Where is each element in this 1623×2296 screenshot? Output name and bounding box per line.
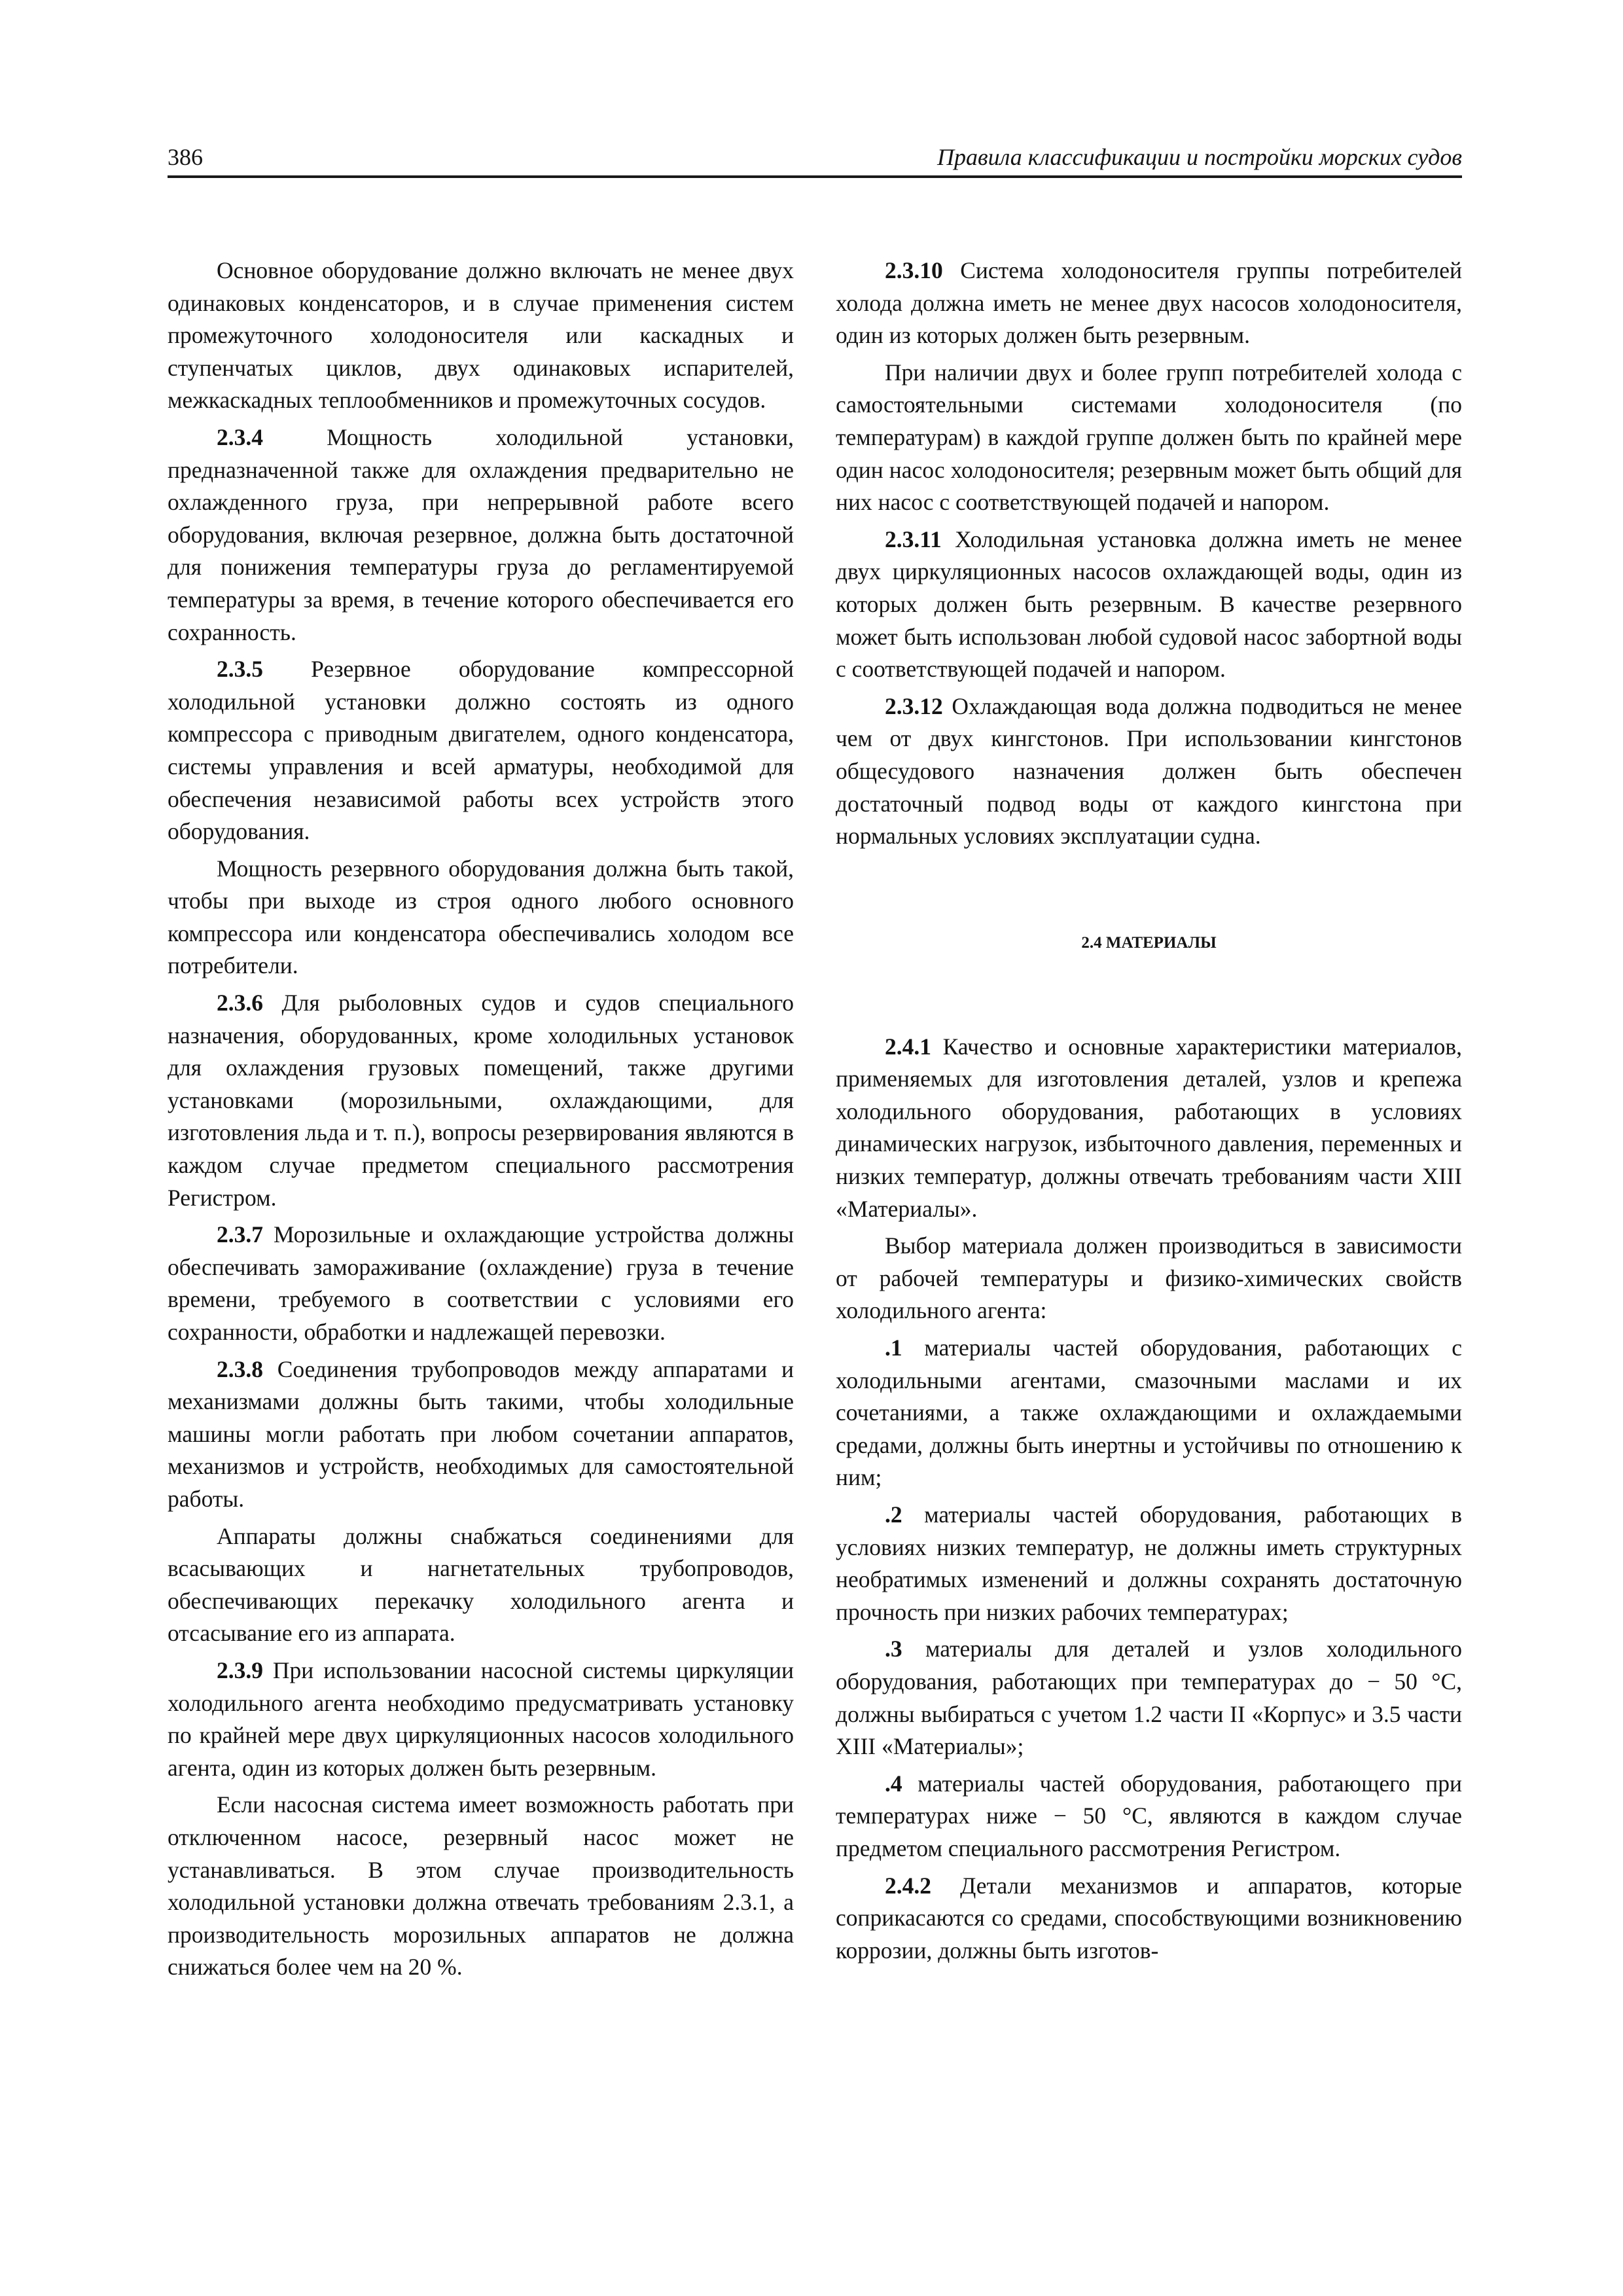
header-rule — [168, 175, 1462, 178]
list-item-1: .1 материалы частей оборудования, работающих с холодильными агентами, смазочными маслами и их сочетаниями, а также охлаждающими и охлаждаемыми средами, должны быть инертны и устойчивы по отношению к ним; — [836, 1335, 1463, 1491]
paragraph: Выбор материала должен производиться в зависимости от рабочей температуры и физико-химических свойств холодильного агента: — [836, 1232, 1462, 1324]
clause-2-3-10: 2.3.10 Система холодоносителя группы потребителей холода должна иметь не менее двух насосов холодоносителя, один из которых должен быть резервным. — [836, 257, 1463, 349]
clause-2-3-5: 2.3.5 Резервное оборудование компрессорной холодильной установки должно состоять из одного компрессора с приводным двигателем, одного конденсатора, системы управления и всей арматуры, необходимой для обеспечения независимой работы всех устройств этого оборудования. — [168, 656, 794, 845]
list-item-2: .2 материалы частей оборудования, работающих в условиях низких температур, не должны иметь структурных необратимых изменений и должны сохранять достаточную прочность при низких рабочих температурах; — [836, 1501, 1463, 1625]
paragraph: При наличии двух и более групп потребителей холода с самостоятельными системами холодоносителя (по температурам) в каждой группе должен быть по крайней мере один насос холодоносителя; резервным может быть общий для них насос с соответствующей подачей и напором. — [836, 359, 1462, 516]
clause-2-3-8: 2.3.8 Соединения трубопроводов между аппаратами и механизмами должны быть такими, чтобы холодильные машины могли работать при любом сочетании аппаратов, механизмов и устройств, необходимых для самостоятельной работы. — [168, 1355, 794, 1512]
clause-2-3-11: 2.3.11 Холодильная установка должна иметь не менее двух циркуляционных насосов охлаждающей воды, один из которых должен быть резервным. В качестве резервного может быть использован любой судовой насос забортной воды с соответствующей подачей и напором. — [836, 526, 1463, 683]
section-title: 2.4 МАТЕРИАЛЫ — [1081, 933, 1217, 952]
item-number: .1 — [885, 1335, 902, 1361]
clause-2-3-9: 2.3.9 При использовании насосной системы циркуляции холодильного агента необходимо предусматривать установку по крайней мере двух циркуляционных насосов холодильного агента, один из которых должен быть резервным. — [168, 1657, 794, 1781]
clause-number: 2.4.2 — [885, 1872, 931, 1899]
clause-2-4-2: 2.4.2 Детали механизмов и аппаратов, которые соприкасаются со средами, способствующими возникновению коррозии, должны быть изготов- — [836, 1872, 1462, 1964]
clause-number: 2.3.11 — [885, 526, 942, 552]
item-number: .2 — [885, 1501, 902, 1528]
clause-number: 2.3.9 — [217, 1657, 263, 1683]
list-item-4: .4 материалы частей оборудования, работающего при температурах ниже − 50 °С, являются в каждом случае предметом специального рассмотрения Регистром. — [836, 1770, 1462, 1861]
clause-number: 2.3.5 — [217, 656, 263, 683]
clause-number: 2.3.6 — [217, 990, 263, 1016]
clause-number: 2.3.7 — [217, 1221, 263, 1248]
right-column — [836, 255, 1462, 1971]
clause-2-3-7: 2.3.7 Морозильные и охлаждающие устройства должны обеспечивать замораживание (охлаждение) груза в течение времени, требуемого в соответствии с условиями его сохранности, обработки и надлежащей перевозки. — [168, 1221, 794, 1345]
clause-number: 2.3.12 — [885, 692, 943, 719]
clause-number: 2.3.4 — [217, 423, 263, 450]
clause-2-3-4: 2.3.4 Мощность холодильной установки, предназначенной также для охлаждения предварительно не охлажденного груза, при непрерывной работе всего оборудования, включая резервное, должна быть достаточной для понижения температуры груза до регламентируемой температуры за время, в течение которого обеспечивается его сохранность. — [168, 423, 794, 645]
page-number: 386 — [168, 144, 203, 170]
paragraph: Аппараты должны снабжаться соединениями для всасывающих и нагнетательных трубопроводов, обеспечивающих перекачку холодильного агента и отсасывание его из аппарата. — [168, 1522, 794, 1647]
clause-2-3-6: 2.3.6 Для рыболовных судов и судов специального назначения, оборудованных, кроме холодильных установок для охлаждения грузовых помещений, также другими установками (морозильными, охлаждающими, для изготовления льда и т. п.), вопросы резервирования являются в каждом случае предметом специального рассмотрения Регистром. — [168, 990, 794, 1211]
clause-2-4-1: 2.4.1 Качество и основные характеристики материалов, применяемых для изготовления деталей, узлов и крепежа холодильного оборудования, работающих в условиях динамических нагрузок, избыточного давления, переменных и низких температур, должны отвечать требованиям части XIII «Материалы». — [836, 1033, 1462, 1222]
list-item-3: .3 материалы для деталей и узлов холодильного оборудования, работающих при температурах до − 50 °С, должны выбираться с учетом 1.2 части II «Корпус» и 3.5 части XIII «Материалы»; — [836, 1636, 1463, 1760]
clause-2-3-12: 2.3.12 Охлаждающая вода должна подводиться не менее чем от двух кингстонов. При использовании кингстонов общесудового назначения должен быть обеспечен достаточный подвод воды от каждого кингстона при нормальных условиях эксплуатации судна. — [836, 692, 1462, 850]
item-number: .3 — [885, 1636, 902, 1662]
clause-number: 2.3.10 — [885, 257, 943, 283]
clause-number: 2.4.1 — [885, 1033, 931, 1060]
item-number: .4 — [885, 1770, 902, 1797]
running-title: Правила классификации и постройки морских судов — [937, 144, 1462, 170]
clause-number: 2.3.8 — [217, 1355, 263, 1382]
paragraph: Если насосная система имеет возможность работать при отключенном насосе, резервный насос может не устанавливаться. В этом случае производительность холодильной установки должна отвечать требованиям 2.3.1, а производительность морозильных аппаратов не должна снижаться более чем на 20 %. — [168, 1791, 794, 1981]
paragraph: Мощность резервного оборудования должна быть такой, чтобы при выходе из строя одного любого основного компрессора или конденсатора обеспечивались холодом все потребители. — [168, 855, 794, 979]
left-column — [168, 255, 794, 1988]
paragraph: Основное оборудование должно включать не менее двух одинаковых конденсаторов, и в случае применения систем промежуточного холодоносителя или каскадных и ступенчатых циклов, двух одинаковых испарителей, межкаскадных теплообменников и промежуточных сосудов. — [168, 257, 794, 414]
